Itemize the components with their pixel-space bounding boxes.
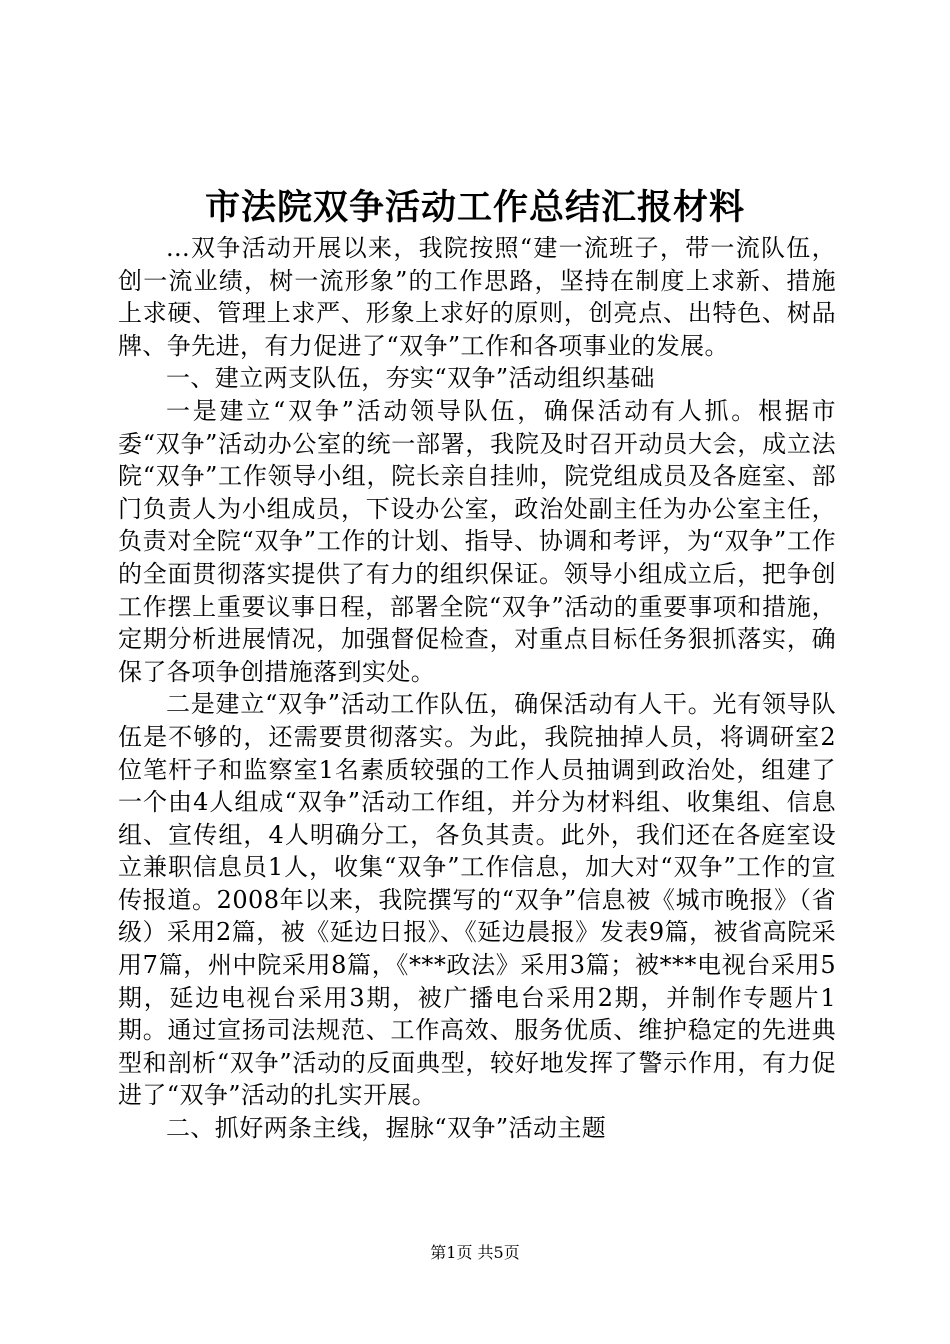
intro-paragraph: ...双争活动开展以来，我院按照“建一流班子，带一流队伍，创一流业绩，树一流形象”的工作思路，坚持在制度上求新、措施上求硬、管理上求严、形象上求好的原则，创亮点、出特色、树品牌、争先进，有力促进了“双争”工作和各项事业的发展。 — [118, 234, 836, 360]
document-title: 市法院双争活动工作总结汇报材料 — [204, 187, 745, 228]
section-heading-1: 一、建立两支队伍，夯实“双争”活动组织基础 — [166, 364, 655, 393]
body-paragraph-leadership-team: 一是建立“双争”活动领导队伍，确保活动有人抓。根据市委“双争”活动办公室的统一部署，我院及时召开动员大会，成立法院“双争”工作领导小组，院长亲自挂帅，院党组成员及各庭室、部门负责人为小组成员，下设办公室，政治处副主任为办公室主任，负责对全院“双争”工作的计划、指导、协调和考评，为“双争”工作的全面贯彻落实提供了有力的组织保证。领导小组成立后，把争创工作摆上重要议事日程，部署全院“双争”活动的重要事项和措施，定期分析进展情况，加强督促检查，对重点目标任务狠抓落实，确保了各项争创措施落到实处。 — [118, 396, 836, 686]
section-heading-2: 二、抓好两条主线，握脉“双争”活动主题 — [166, 1114, 607, 1143]
page-number-footer: 第1页 共5页 — [430, 1243, 520, 1262]
document-body — [118, 232, 836, 1145]
body-paragraph-work-team: 二是建立“双争”活动工作队伍，确保活动有人干。光有领导队伍是不够的，还需要贯彻落实。为此，我院抽掉人员，将调研室2位笔杆子和监察室1名素质较强的工作人员抽调到政治处，组建了一个由4人组成“双争”活动工作组，并分为材料组、收集组、信息组、宣传组，4人明确分工，各负其责。此外，我们还在各庭室设立兼职信息员1人，收集“双争”工作信息，加大对“双争”工作的宣传报道。2008年以来，我院撰写的“双争”信息被《城市晚报》（省级）采用2篇，被《延边日报》、《延边晨报》发表9篇，被省高院采用7篇，州中院采用8篇，《***政法》采用3篇；被***电视台采用5期，延边电视台采用3期，被广播电台采用2期，并制作专题片1期。通过宣扬司法规范、工作高效、服务优质、维护稳定的先进典型和剖析“双争”活动的反面典型，较好地发挥了警示作用，有力促进了“双争”活动的扎实开展。 — [118, 690, 836, 1110]
